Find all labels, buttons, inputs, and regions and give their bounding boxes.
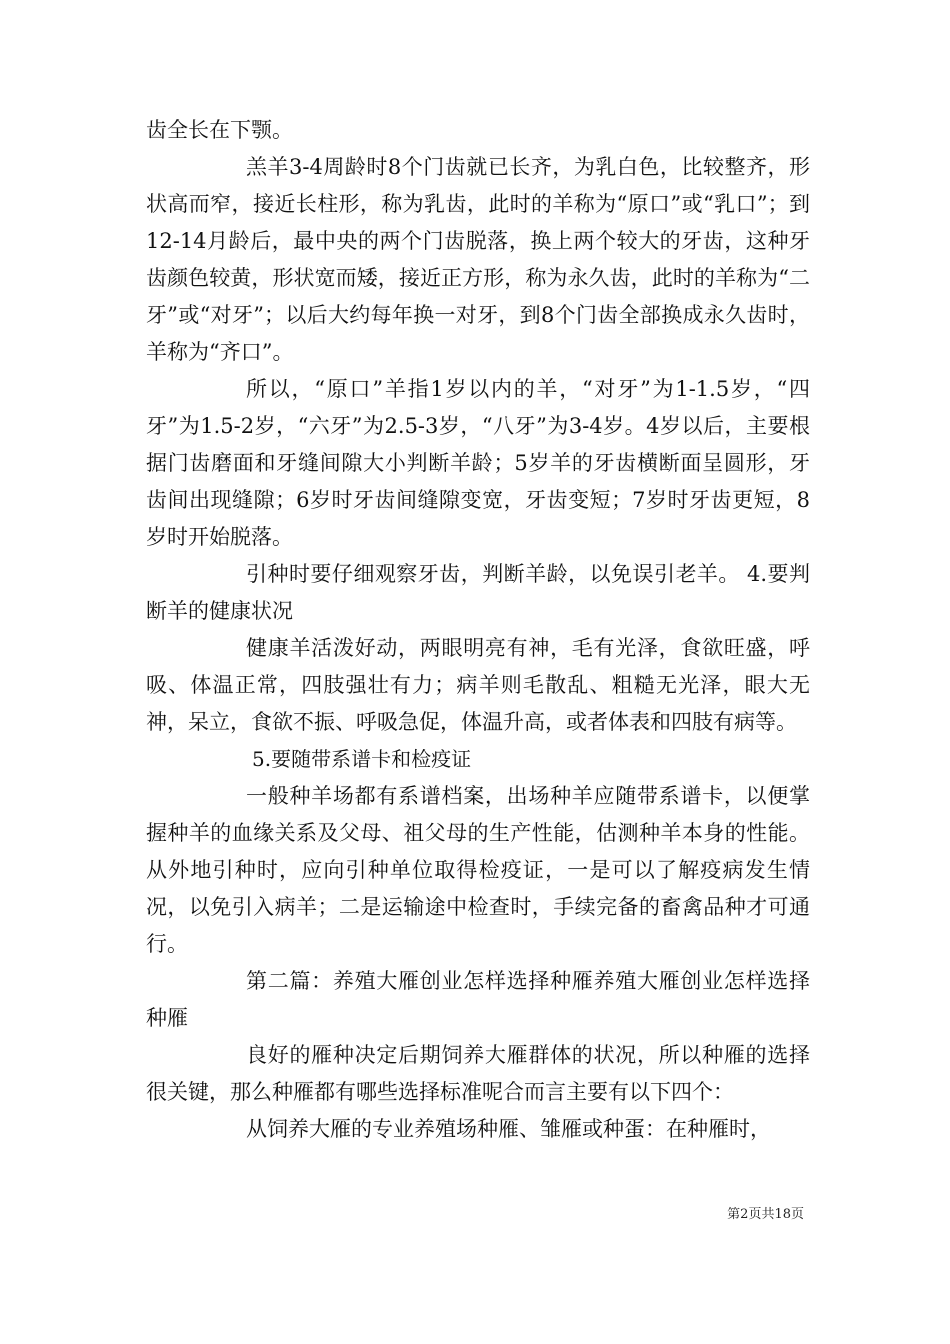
- paragraph-age-by-teeth: 所以，“原口”羊指1岁以内的羊，“对牙”为1-1.5岁，“四牙”为1.5-2岁，“六牙”为2.5-3岁，“八牙”为3-4岁。4岁以后，主要根据门齿磨面和牙缝间隙大小判断羊龄；5岁羊的牙齿横断面呈圆形，牙齿间出现缝隙；6岁时牙齿间缝隙变宽，牙齿变短；7岁时牙齿更短，8岁时开始脱落。: [146, 377, 810, 549]
- section-heading-part-two: 第二篇：养殖大雁创业怎样选择种雁养殖大雁创业怎样选择种雁: [146, 969, 810, 1030]
- section-heading-pedigree: 5.要随带系谱卡和检疫证: [252, 747, 472, 771]
- document-body: [146, 112, 810, 1148]
- paragraph-goose-source: 从饲养大雁的专业养殖场种雁、雏雁或种蛋：在种雁时，: [246, 1117, 771, 1141]
- paragraph-health-status: 健康羊活泼好动，两眼明亮有神，毛有光泽，食欲旺盛，呼吸、体温正常，四肢强壮有力；病羊则毛散乱、粗糙无光泽，眼大无神，呆立，食欲不振、呼吸急促，体温升高，或者体表和四肢有病等。: [146, 636, 810, 734]
- paragraph-inspect-teeth: 引种时要仔细观察牙齿，判断羊龄，以免误引老羊。 4.要判断羊的健康状况: [146, 562, 810, 623]
- paragraph-continuation: 齿全长在下颚。: [146, 118, 293, 142]
- paragraph-pedigree: 一般种羊场都有系谱档案，出场种羊应随带系谱卡，以便掌握种羊的血缘关系及父母、祖父母的生产性能，估测种羊本身的性能。从外地引种时，应向引种单位取得检疫证，一是可以了解疫病发生情况，以免引入病羊；二是运输途中检查时，手续完备的畜禽品种才可通行。: [146, 784, 810, 956]
- paragraph-milk-teeth: 羔羊3-4周龄时8个门齿就已长齐，为乳白色，比较整齐，形状高而窄，接近长柱形，称为乳齿，此时的羊称为“原口”或“乳口”；到12-14月龄后，最中央的两个门齿脱落，换上两个较大的牙齿，这种牙齿颜色较黄，形状宽而矮，接近正方形，称为永久齿，此时的羊称为“二牙”或“对牙”；以后大约每年换一对牙，到8个门齿全部换成永久齿时，羊称为“齐口”。: [146, 155, 810, 364]
- paragraph-goose-selection: 良好的雁种决定后期饲养大雁群体的状况，所以种雁的选择很关键，那么种雁都有哪些选择标准呢合而言主要有以下四个：: [146, 1043, 810, 1104]
- page-number-footer: 第2页共18页: [727, 1207, 804, 1222]
